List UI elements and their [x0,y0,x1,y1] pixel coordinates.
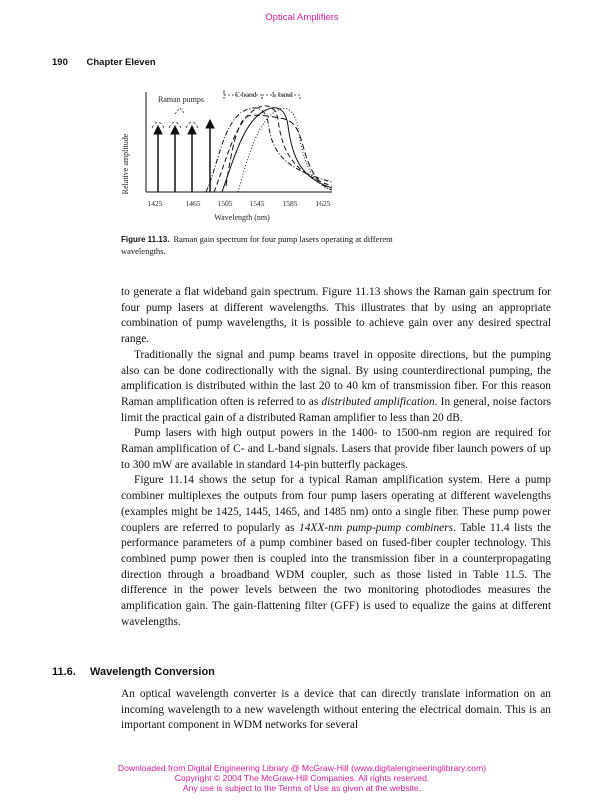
chapter-title: Chapter Eleven [86,57,156,68]
c-band-label: C band [235,90,257,99]
x-tick-labels [148,199,331,208]
footer-download-link[interactable]: Downloaded from Digital Engineering Library @ McGraw-Hill (www.digitalengineeringlibrary.com) [117,763,487,773]
section-paragraph-1: An optical wavelength converter is a device that can directly translate information on an incoming wavelength to a new wavelength without entering the electrical domain. This is an important component in WDM networks for several [121,688,551,732]
section-heading [52,666,215,678]
pump-arrowhead-2 [171,126,179,134]
gain-curves [206,106,332,192]
page-number: 190 [52,57,68,68]
pump-arrowhead-4 [206,120,214,128]
footer-copyright: Copyright © 2004 The McGraw-Hill Companies. All rights reserved. [174,773,430,784]
figure-caption-number: Figure 11.13. [121,235,170,244]
raman-pumps-bracket [175,108,185,114]
pump-arrowhead-3 [188,126,196,134]
x-tick-1465: 1465 [185,199,201,208]
raman-spectrum-plot [118,86,458,226]
footer-terms-link[interactable]: Any use is subject to the Terms of Use as given at the website. [182,783,422,794]
paragraph-3: Pump lasers with high output powers in the 1400- to 1500-nm region are required for Raman amplification of C- and L-band signals. Lasers that provide fiber launch powers of up to 300 mW are available in standard 14-pin butterfly packages. [121,427,551,471]
paragraph-2 [121,348,551,427]
l-band-label: L band [272,90,293,99]
paragraph-4-text-b: . Table 11.4 lists the performance parameters of a pump combiner based on fused-fiber coupler technology. This combined pump power then is coupled into the transmission fiber in a counterpropagating direction through a broadband WDM coupler, such as those listed in Table 11.5. The difference in the power levels between the two monitoring photodiodes measures the amplification gain. The gain-flattening filter (GFF) is used to equalize the gains at different wavelengths. [121,521,551,628]
page-header [52,57,156,68]
x-axis-label: Wavelength (nm) [214,213,270,222]
paragraph-4-emphasis: 14XX-nm pump-pump combiners [299,521,454,534]
x-tick-1585: 1585 [282,199,298,208]
pump-arrows [154,120,214,192]
x-tick-1625: 1625 [315,199,331,208]
paragraph-2-text-b: . In general, noise factors limit the practical gain of a distributed Raman amplifier to less than 20 dB. [121,395,551,424]
x-tick-1505: 1505 [217,199,233,208]
x-tick-1425: 1425 [147,199,163,208]
gain-curve-2 [214,106,332,192]
paragraph-4 [121,473,551,630]
section-body-text [121,687,551,734]
section-number: 11.6. [52,666,76,678]
raman-pumps-label: Raman pumps [158,95,204,104]
paragraph-2-text-a: Traditionally the signal and pump beams travel in opposite directions, but the pumping also can be done codirectionally with the signal. By using counterdirectional pumping, the amplification is distributed within the last 20 to 40 km of transmission fiber. For this reason Raman amplification often is referred to as [121,348,551,408]
running-head: Optical Amplifiers [265,12,339,23]
pump-arrowhead-1 [154,126,162,134]
figure-raman-gain-spectrum [118,86,458,226]
footer [0,763,604,794]
paragraph-2-emphasis: distributed amplification [321,395,435,408]
y-axis-label: Relative amplitude [121,133,130,195]
body-text [121,285,551,630]
figure-caption-text: Raman gain spectrum for four pump lasers operating at different wavelengths. [121,234,393,256]
paragraph-4-text-a: Figure 11.14 shows the setup for a typical Raman amplification system. Here a pump combiner multiplexes the outputs from four pump lasers operating at different wavelengths (examples might be 1425, 1445, 1465, and 1485 nm) onto a single fiber. These pump power couplers are referred to popularly as [121,474,551,534]
section-title: Wavelength Conversion [90,666,215,678]
paragraph-1: to generate a flat wideband gain spectrum. Figure 11.13 shows the Raman gain spectrum for four pump lasers at different wavelengths. This illustrates that by using an appropriate combination of pump wavelengths, it is possible to achieve gain over any desired spectral range. [121,286,551,346]
x-tick-1545: 1545 [249,199,265,208]
figure-caption [121,234,401,256]
